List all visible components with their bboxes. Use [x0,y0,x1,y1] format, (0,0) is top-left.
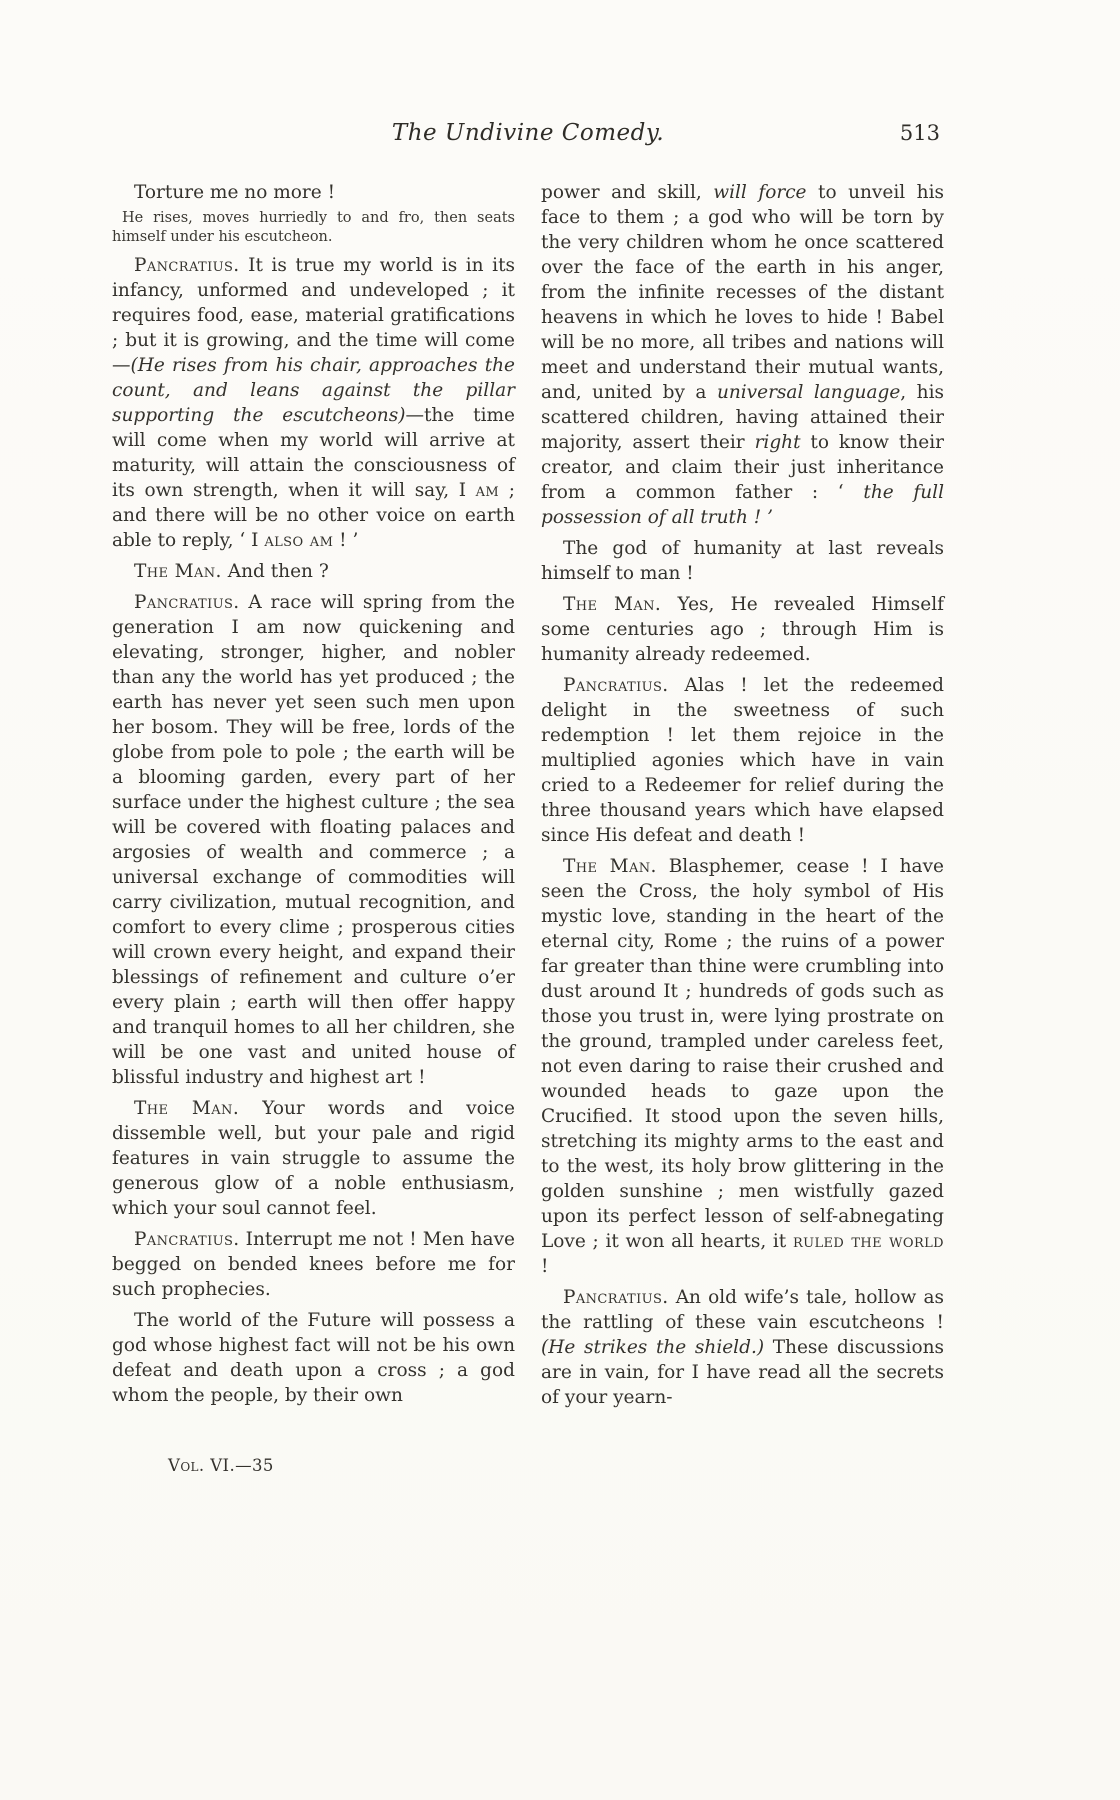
paragraph: power and skill, will force to unveil his face to them ; a god who will be torn by the very children whom he once scattered over the face of the earth in his anger, from the infinite recesses of the distant heavens in which he loves to hide ! Babel will be no more, all tribes and nations will meet and understand their mutual wants, and, united by a universal language, his scattered children, having attained their majority, assert their right to know their creator, and claim their just inheritance from a common father : ‘ the full possession of all truth ! ’ [541,182,945,528]
volume-signature: Vol. VI.—35 [168,1456,274,1475]
text-columns [112,180,944,1410]
paragraph: Pancratius. Interrupt me not ! Men have begged on bended knees before me for such prophecies. [112,1229,515,1300]
paragraph: Torture me no more ! [134,182,335,203]
paragraph: Pancratius. A race will spring from the generation I am now quickening and elevating, stronger, higher, and nobler than any the world has yet produced ; the earth has never yet seen such men upon her bosom. They will be free, lords of the globe from pole to pole ; the earth will be a blooming garden, every part of her surface under the highest culture ; the sea will be covered with floating palaces and argosies of wealth and commerce ; a universal exchange of commodities will carry civilization, mutual recognition, and comfort to every clime ; prosperous cities will crown every height, and expand their blessings of refinement and culture o’er every plain ; earth will then offer happy and tranquil homes to all her children, she will be one vast and united house of blissful industry and highest art ! [112,592,515,1088]
paragraph: Pancratius. Alas ! let the redeemed delight in the sweetness of such redemption ! let them rejoice in the multiplied agonies which have in vain cried to a Redeemer for relief during the three thousand years which have elapsed since His defeat and death ! [541,675,944,846]
running-head [112,120,944,154]
stage-direction: He rises, moves hurriedly to and fro, then seats himself under his escutcheon. [112,210,515,245]
paragraph: The Man. Blasphemer, cease ! I have seen the Cross, the holy symbol of His mystic love, standing in the heart of the eternal city, Rome ; the ruins of a power far greater than thine were crumbling into dust around It ; hundreds of gods such as those you trust in, were lying prostrate on the ground, trampled under careless feet, not even daring to raise their crushed and wounded heads to gaze upon the Crucified. It stood upon the seven hills, stretching its mighty arms to the east and to the west, its holy brow glittering in the golden sunshine ; men wistfully gazed upon its perfect lesson of self-abnegating Love ; it won all hearts, it ruled the world ! [541,856,945,1277]
paragraph: The Man. Yes, He revealed Himself some centuries ago ; through Him is humanity already redeemed. [541,594,944,665]
page-number: 513 [899,121,940,145]
left-column [112,180,515,1410]
paragraph: The world of the Future will possess a god whose highest fact will not be his own defeat and death upon a cross ; a god whom the people, by their own [112,1310,515,1406]
paragraph: The Man. Your words and voice dissemble well, but your pale and rigid features in vain struggle to assume the generous glow of a noble enthusiasm, which your soul cannot feel. [112,1098,515,1219]
paragraph: The god of humanity at last reveals himself to man ! [541,538,944,584]
page-content [112,120,944,1410]
paragraph: Pancratius. An old wife’s tale, hollow as the rattling of these vain escutcheons ! (He strikes the shield.) These discussions are in vain, for I have read all the secrets of your yearn- [541,1287,944,1408]
right-column [541,180,944,1410]
paragraph: Pancratius. It is true my world is in its infancy, unformed and undeveloped ; it requires food, ease, material gratifications ; but it is growing, and the time will come—(He rises from his chair, approaches the count, and leans against the pillar supporting the escutcheons)—the time will come when my world will arrive at maturity, will attain the consciousness of its own strength, when it will say, I am ; and there will be no other voice on earth able to reply, ‘ I also am ! ’ [112,255,515,551]
paragraph: The Man. And then ? [134,561,329,582]
page-title: The Undivine Comedy. [391,120,665,146]
